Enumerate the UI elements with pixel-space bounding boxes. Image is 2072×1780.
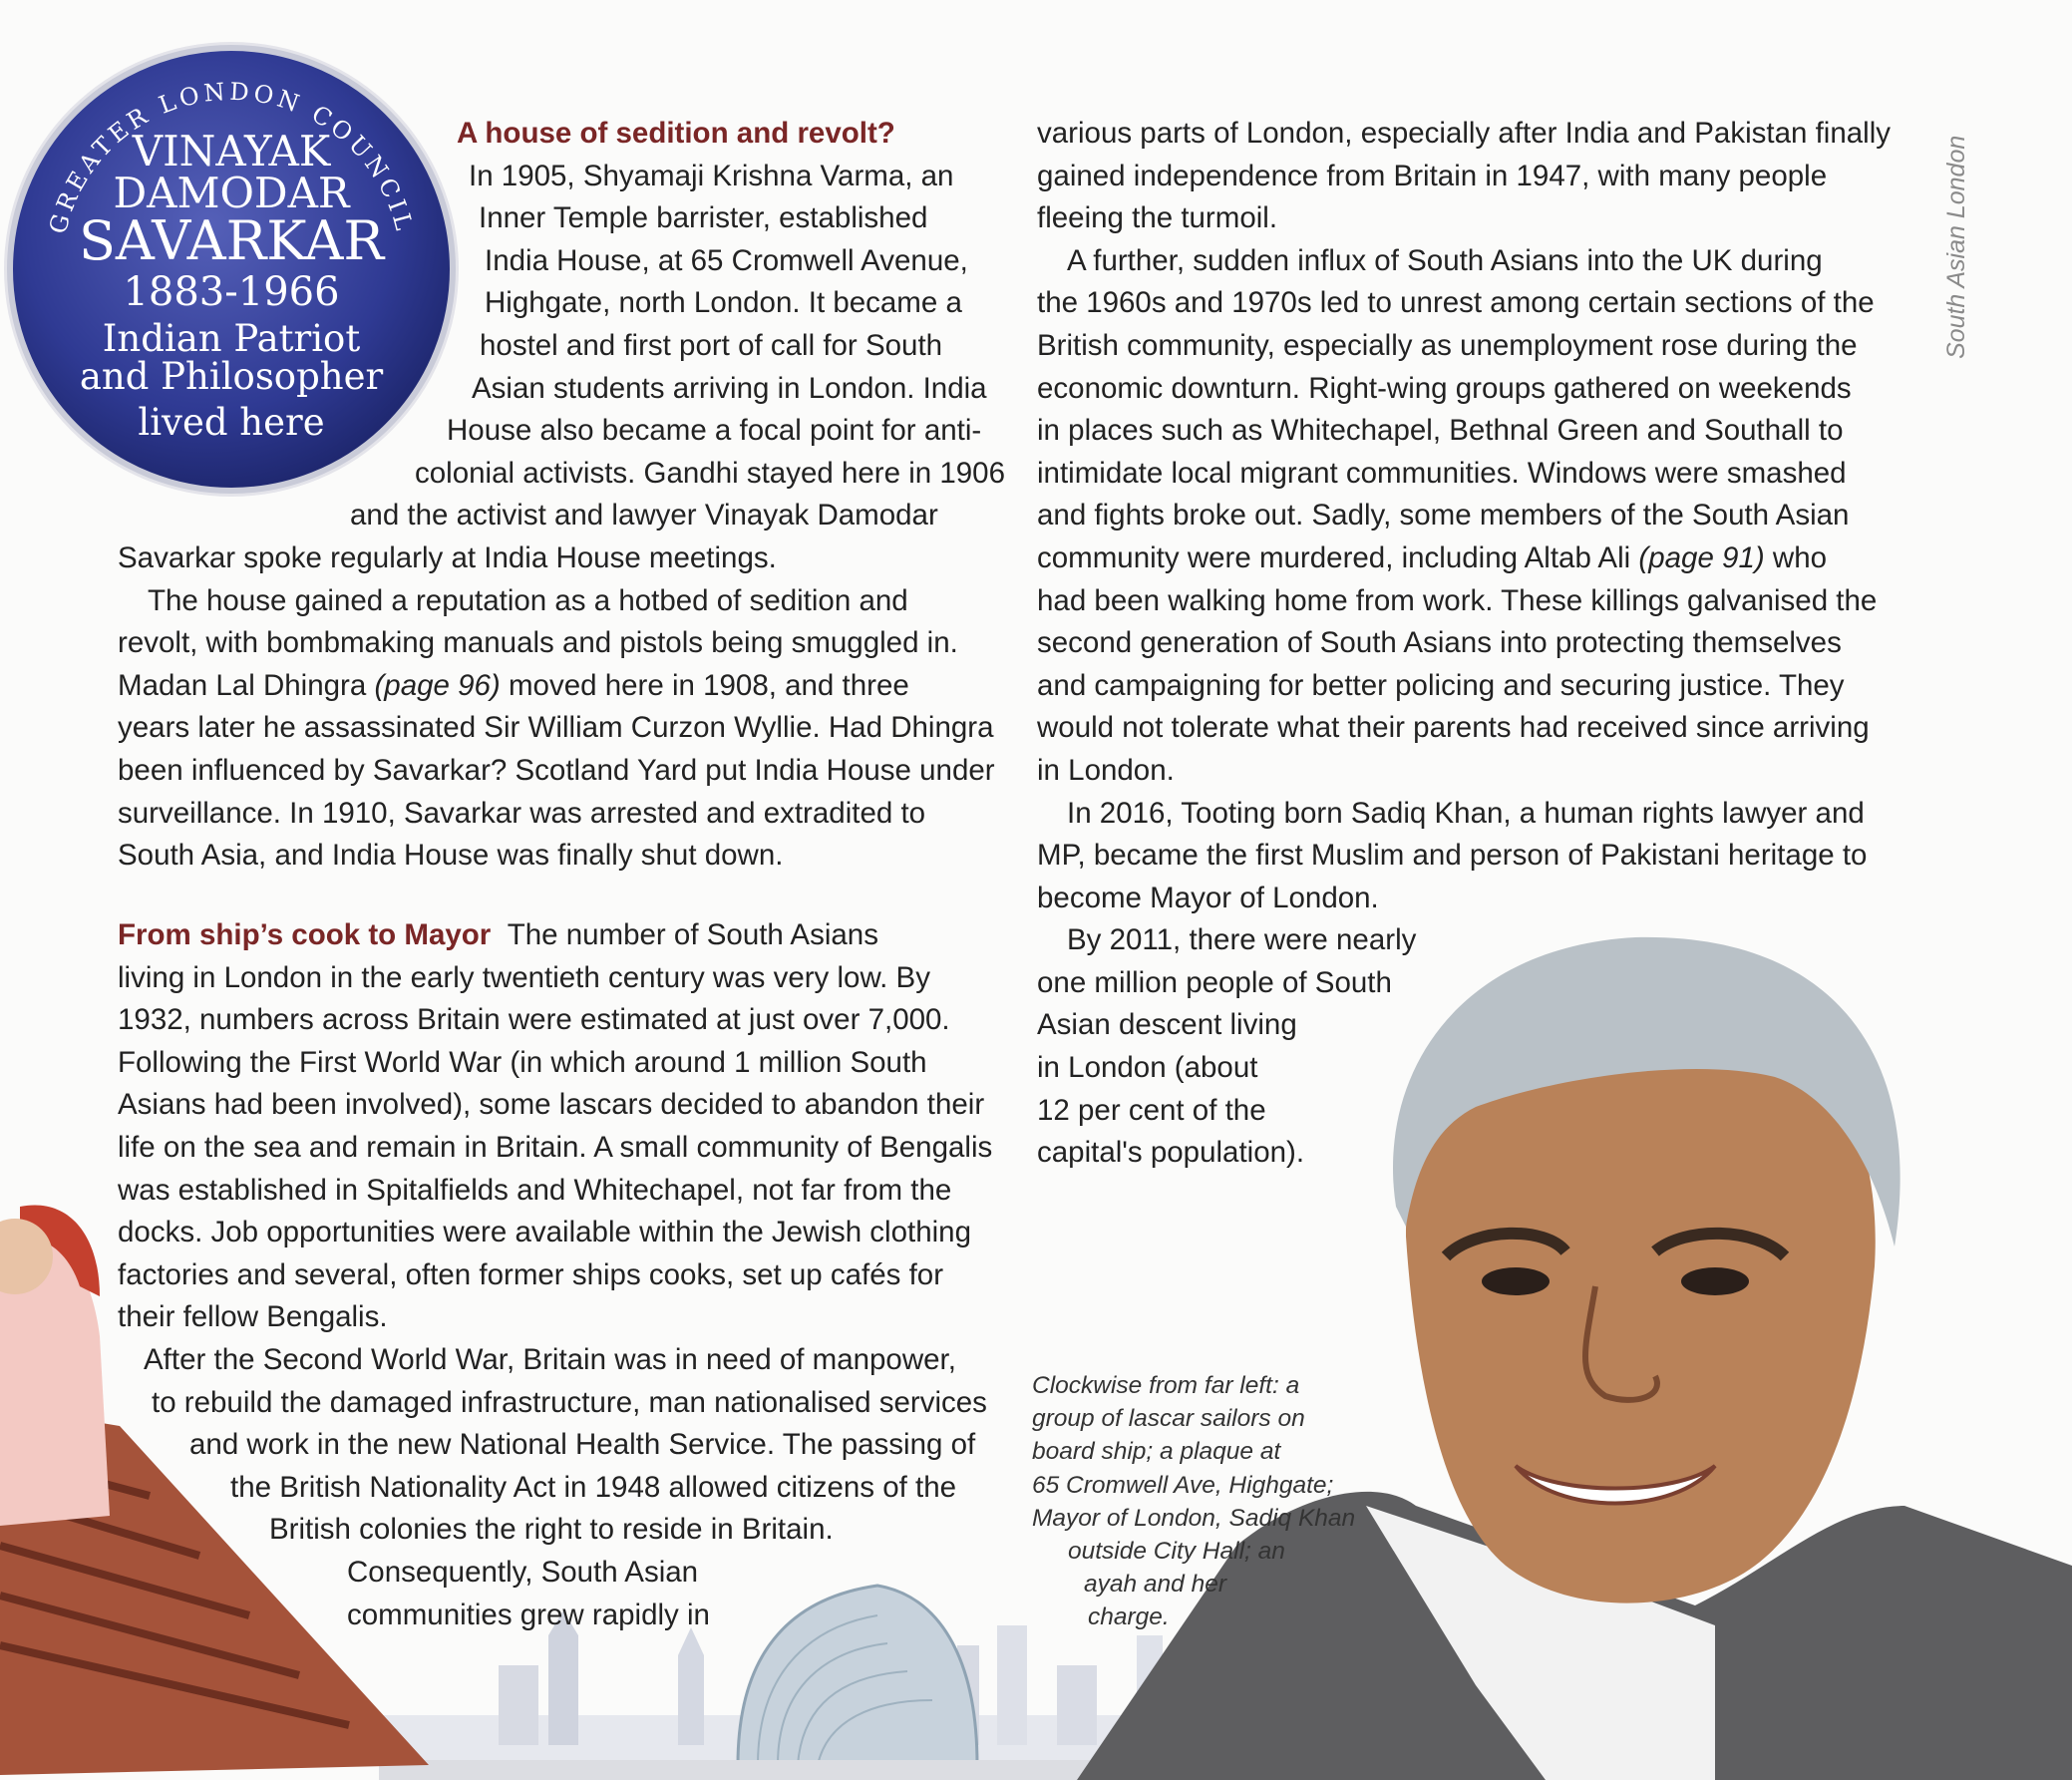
image-caption: [1032, 1369, 1371, 1634]
body-line: fleeing the turmoil.: [1037, 201, 1278, 235]
caption-line: outside City Hall; an: [1068, 1538, 1285, 1566]
body-line: years later he assassinated Sir William Curzon Wyllie. Had Dhingra: [118, 711, 994, 745]
body-line: hostel and first port of call for South: [480, 328, 943, 362]
plaque-name-line3: SAVARKAR: [78, 209, 385, 272]
body-line: Savarkar spoke regularly at India House meetings.: [118, 540, 777, 574]
plaque-years: 1883-1966: [123, 269, 340, 315]
body-line: and work in the new National Health Service. The passing of: [189, 1428, 976, 1462]
caption-line: Mayor of London, Sadiq Khan: [1032, 1504, 1356, 1532]
page-reference-link[interactable]: (page 96): [374, 668, 501, 702]
body-line: After the Second World War, Britain was in need of manpower,: [144, 1342, 956, 1376]
body-line: The house gained a reputation as a hotbed of sedition and: [148, 583, 908, 617]
body-line: A further, sudden influx of South Asians into the UK during: [1067, 243, 1823, 277]
body-line: Inner Temple barrister, established: [479, 201, 928, 235]
plaque-council-arc: GREATER LONDON COUNCIL: [43, 77, 420, 237]
body-line: economic downturn. Right-wing groups gathered on weekends: [1037, 371, 1852, 405]
body-line: to rebuild the damaged infrastructure, man nationalised services: [152, 1385, 987, 1419]
body-line: living in London in the early twentieth century was very low. By: [118, 960, 930, 994]
body-line: and the activist and lawyer Vinayak Damodar: [350, 499, 938, 533]
body-line: intimidate local migrant communities. Windows were smashed: [1037, 456, 1847, 490]
plaque-name-line2: DAMODAR: [113, 169, 350, 217]
section-sedition: [118, 113, 1015, 878]
body-line: the British Nationality Act in 1948 allowed citizens of the: [230, 1470, 957, 1504]
body-text: moved here in 1908, and three: [500, 668, 909, 702]
body-line: House also became a focal point for anti-: [447, 414, 982, 448]
body-line: been influenced by Savarkar? Scotland Yard put India House under: [118, 753, 995, 787]
heading-ships-cook: From ship’s cook to Mayor: [118, 918, 492, 951]
plaque-desc1: Indian Patriot: [102, 317, 361, 360]
body-line: Following the First World War (in which around 1 million South: [118, 1045, 927, 1079]
body-line: British community, especially as unemployment rose during the: [1037, 328, 1858, 362]
body-line: In 1905, Shyamaji Krishna Varma, an: [469, 159, 954, 192]
body-line: In 2016, Tooting born Sadiq Khan, a human rights lawyer and: [1067, 796, 1865, 830]
body-text: community were murdered, including Altab Ali: [1037, 540, 1639, 574]
body-line: second generation of South Asians into protecting themselves: [1037, 626, 1842, 660]
body-text: The number of South Asians: [507, 918, 878, 951]
body-line: Asians had been involved), some lascars decided to abandon their: [118, 1088, 985, 1122]
body-line: [118, 914, 1015, 957]
body-line: capital's population).: [1037, 1136, 1305, 1170]
running-section-label-text: South Asian London: [1942, 135, 1970, 359]
body-line: would not tolerate what their parents had received since arriving: [1037, 711, 1870, 745]
body-line: in London.: [1037, 753, 1175, 787]
body-line: communities grew rapidly in: [347, 1598, 710, 1631]
body-line: had been walking home from work. These killings galvanised the: [1037, 583, 1878, 617]
body-line: and fights broke out. Sadly, some members of the South Asian: [1037, 499, 1850, 533]
body-line: become Mayor of London.: [1037, 881, 1379, 914]
body-line: surveillance. In 1910, Savarkar was arrested and extradited to: [118, 796, 926, 830]
body-line: life on the sea and remain in Britain. A small community of Bengalis: [118, 1130, 993, 1164]
body-line: 1932, numbers across Britain were estimated at just over 7,000.: [118, 1003, 950, 1037]
body-line: Consequently, South Asian: [347, 1555, 699, 1589]
running-section-label: [1942, 80, 2072, 359]
body-line: factories and several, often former ships cooks, set up cafés for: [118, 1257, 944, 1291]
body-line: Asian students arriving in London. India: [472, 371, 987, 405]
body-line: docks. Job opportunities were available within the Jewish clothing: [118, 1216, 971, 1249]
body-line: gained independence from Britain in 1947, with many people: [1037, 159, 1828, 192]
plaque-desc2: and Philosopher: [79, 355, 384, 398]
body-line: Asian descent living: [1037, 1008, 1297, 1042]
body-line: revolt, with bombmaking manuals and pistols being smuggled in.: [118, 626, 958, 660]
body-text: Madan Lal Dhingra: [118, 668, 375, 702]
body-line: in London (about: [1037, 1051, 1258, 1085]
body-line: the 1960s and 1970s led to unrest among certain sections of the: [1037, 286, 1875, 320]
body-line: Highgate, north London. It became a: [485, 286, 962, 320]
caption-line: board ship; a plaque at: [1032, 1438, 1281, 1466]
body-line: [1037, 537, 1934, 580]
body-line: By 2011, there were nearly: [1067, 923, 1417, 957]
body-line: in places such as Whitechapel, Bethnal Green and Southall to: [1037, 414, 1844, 448]
body-line: [118, 665, 1015, 708]
body-text: who: [1764, 540, 1828, 574]
body-line: various parts of London, especially after India and Pakistan finally: [1037, 117, 1892, 150]
plaque-desc3: lived here: [138, 401, 325, 444]
section-ships-cook: [118, 914, 1015, 1636]
body-line: their fellow Bengalis.: [118, 1300, 388, 1334]
plaque-name-line1: VINAYAK: [132, 127, 331, 176]
heading-sedition: A house of sedition and revolt?: [457, 117, 895, 150]
body-line: British colonies the right to reside in Britain.: [269, 1513, 834, 1547]
caption-line: group of lascar sailors on: [1032, 1405, 1305, 1433]
body-line: colonial activists. Gandhi stayed here in 1906: [415, 456, 1005, 490]
body-line: South Asia, and India House was finally shut down.: [118, 839, 784, 873]
caption-line: Clockwise from far left: a: [1032, 1372, 1300, 1399]
body-line: 12 per cent of the: [1037, 1093, 1266, 1127]
caption-line: ayah and her: [1084, 1571, 1227, 1599]
body-line: India House, at 65 Cromwell Avenue,: [485, 243, 968, 277]
caption-line: charge.: [1088, 1603, 1170, 1631]
body-line: was established in Spitalfields and Whitechapel, not far from the: [118, 1173, 952, 1207]
right-column: [1037, 113, 1934, 1175]
body-line: MP, became the first Muslim and person of Pakistani heritage to: [1037, 839, 1868, 873]
caption-line: 65 Cromwell Ave, Highgate;: [1032, 1471, 1334, 1499]
body-line: one million people of South: [1037, 965, 1392, 999]
page-reference-link[interactable]: (page 91): [1638, 540, 1765, 574]
body-line: and campaigning for better policing and securing justice. They: [1037, 668, 1845, 702]
